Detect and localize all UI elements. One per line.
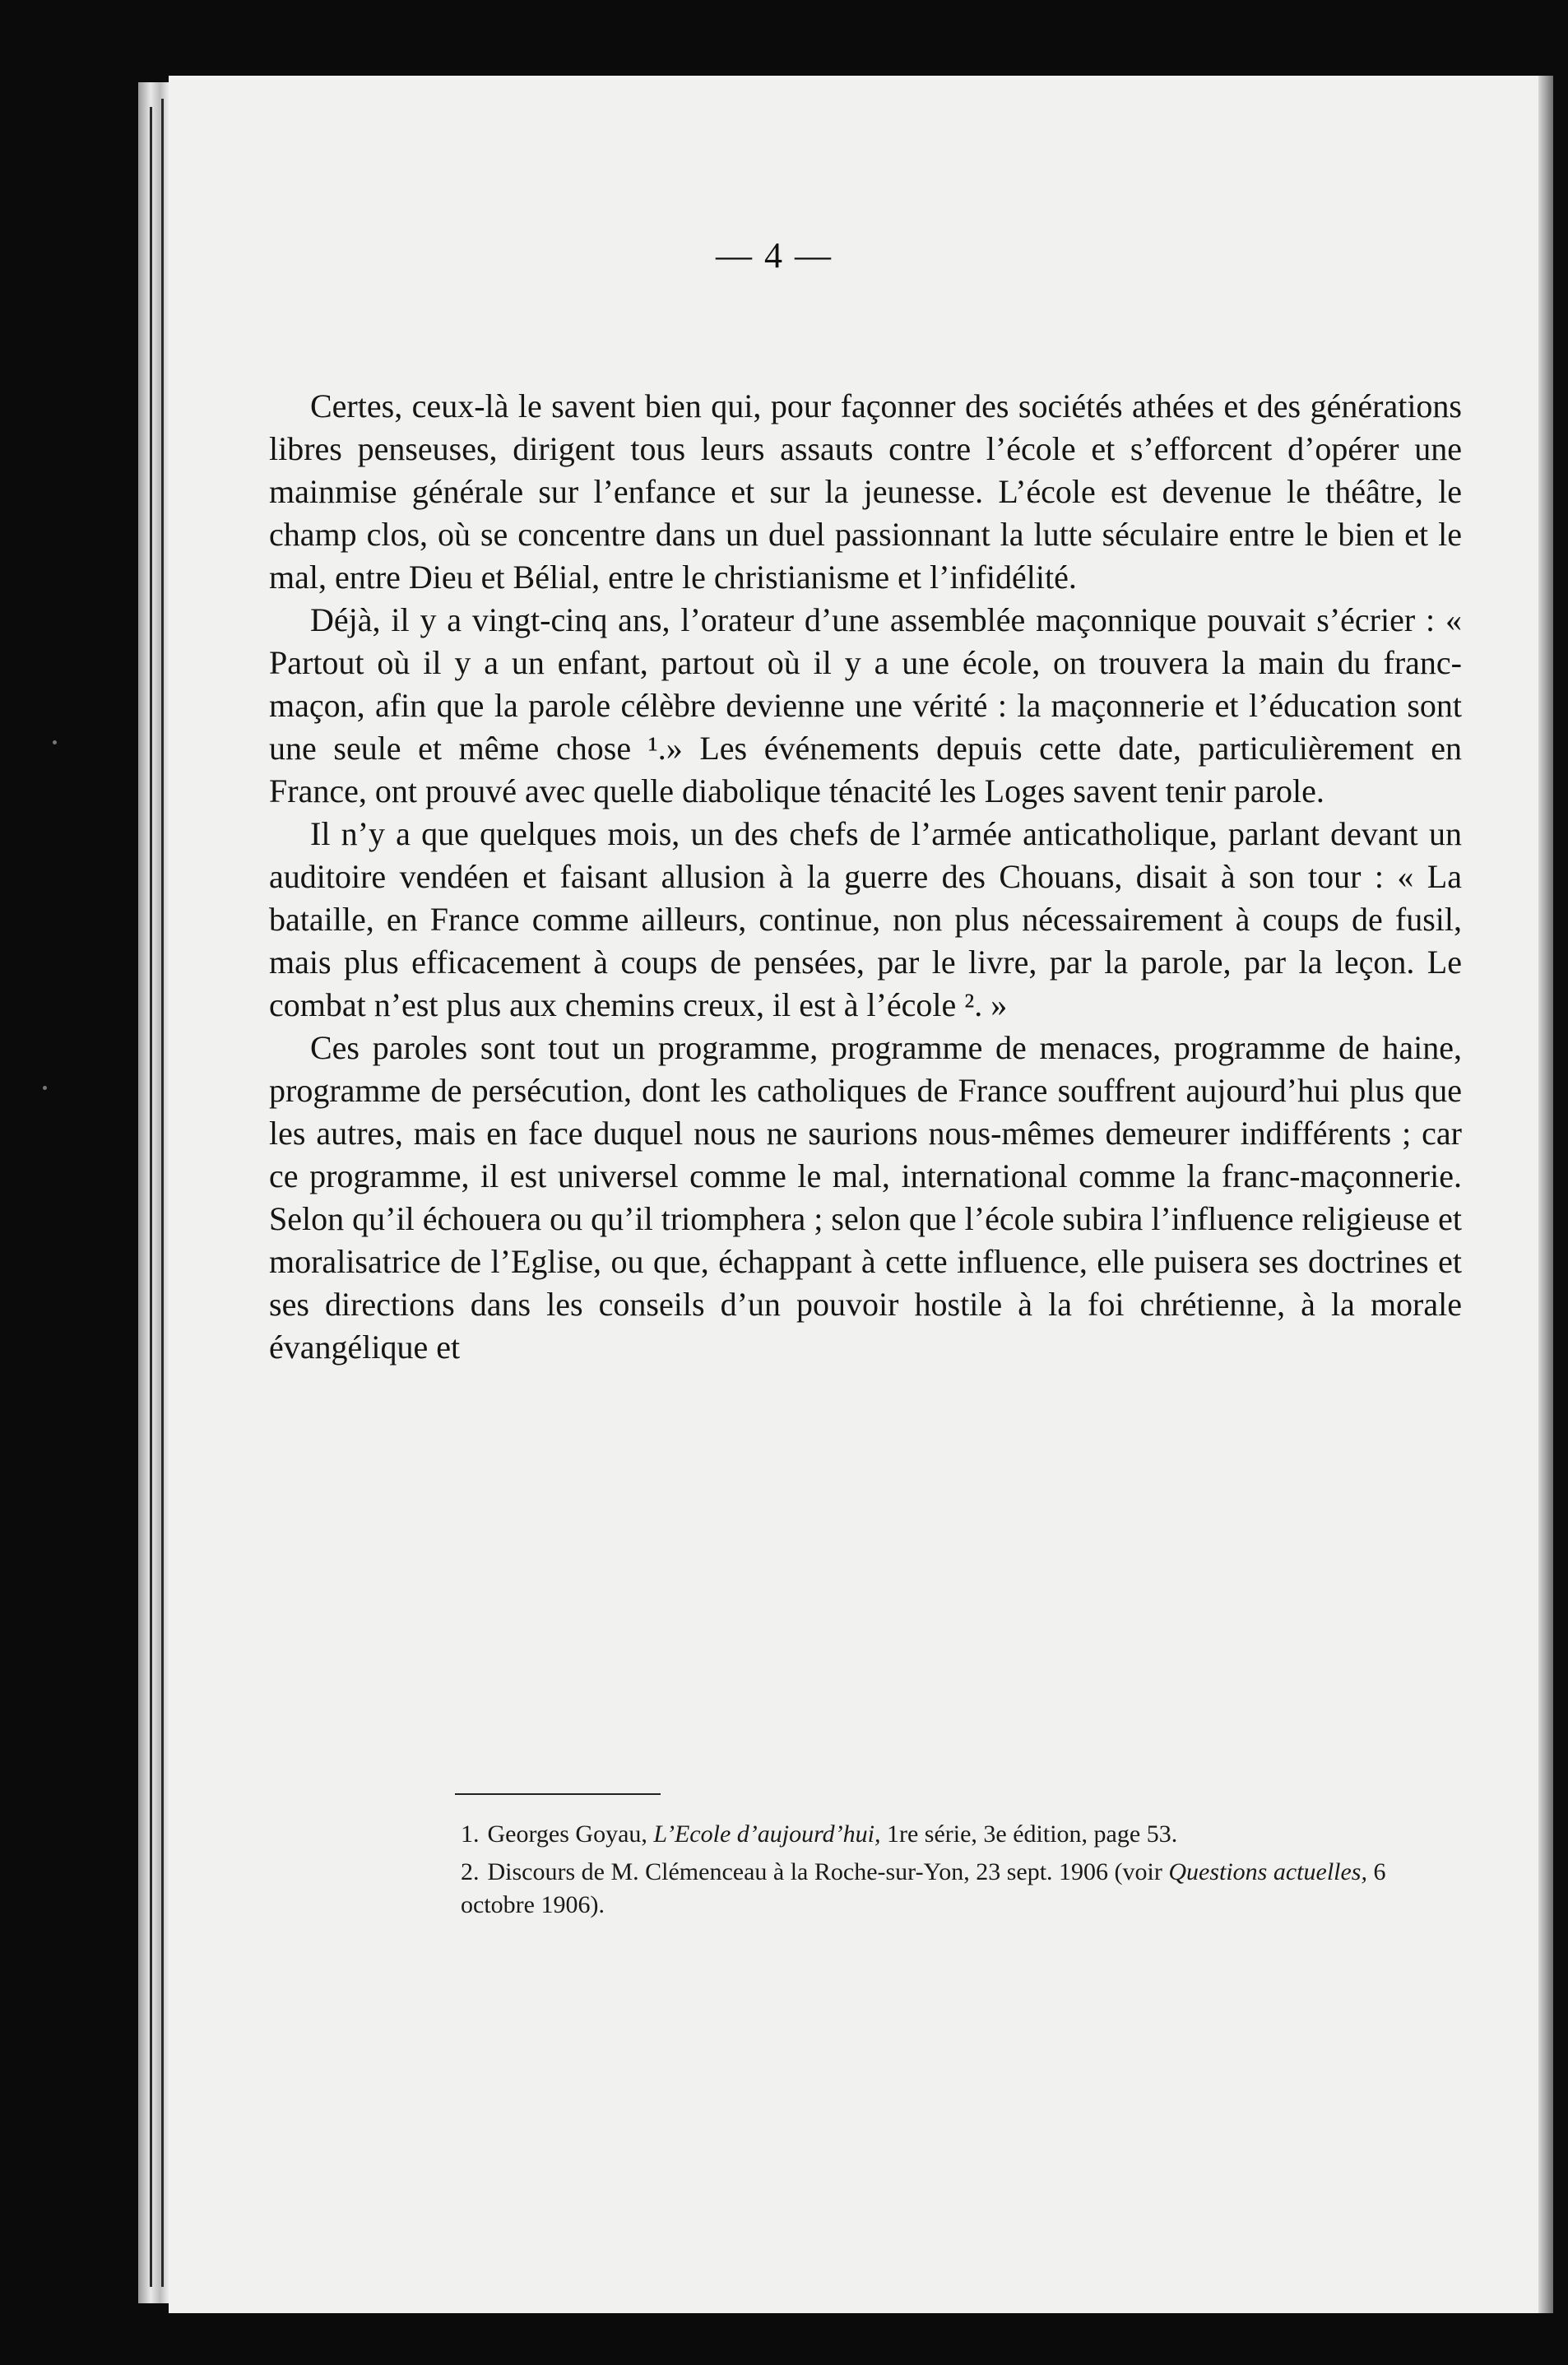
page-binding-edge (138, 82, 169, 2303)
footnote-number: 2. (461, 1858, 480, 1885)
footnotes (461, 1818, 1456, 1927)
binding-line (150, 107, 152, 2287)
page-right-edge (1538, 76, 1553, 2313)
body-text (269, 385, 1462, 1369)
paragraph: Certes, ceux-là le savent bien qui, pour façonner des sociétés athées et des générations libres penseuses, dirigent tous leurs assauts contre l’école et s’efforcent d’opérer une mainmise générale sur l’enfance et sur la jeunesse. L’école est devenue le théâtre, le champ clos, où se concentre dans un duel passionnant la lutte séculaire entre le bien et le mal, entre Dieu et Bélial, entre le christianisme et l’infidélité. (269, 387, 1462, 596)
footnote-title: Questions actuelles, (1168, 1858, 1367, 1885)
footnote (461, 1856, 1456, 1922)
footnote-number: 1. (461, 1820, 480, 1848)
paragraph: Déjà, il y a vingt-cinq ans, l’orateur d’une assemblée maçonnique pouvait s’écrier : « Partout où il y a un enfant, partout où il y a une école, on trouvera la main du franc-maçon, afin que la parole célèbre devienne une vérité : la maçonnerie et l’éducation sont une seule et même chose ¹.» Les événements depuis cette date, particulièrement en France, ont prouvé avec quelle diabolique ténacité les Loges savent tenir parole. (269, 601, 1462, 809)
footnote-text: Georges Goyau, (487, 1820, 654, 1848)
footnote-text: 6 octobre 1906). (461, 1858, 1386, 1918)
scan-speck (43, 1086, 47, 1090)
footnote-text: 1re série, 3e édition, page 53. (880, 1820, 1178, 1848)
footnote-divider (455, 1793, 661, 1795)
paragraph: Ces paroles sont tout un programme, programme de menaces, programme de haine, programme de persécution, dont les catholiques de France souffrent aujourd’hui plus que les autres, mais en face duquel nous ne saurions nous-mêmes demeurer indifférents ; car ce programme, il est universel comme le mal, international comme la franc-maçonnerie. Selon qu’il échouera ou qu’il triomphera ; selon que l’école subira l’influence religieuse et moralisatrice de l’Eglise, ou que, échappant à cette influence, elle puisera ses doctrines et ses directions dans les conseils d’un pouvoir hostile à la foi chrétienne, à la morale évangélique et (269, 1029, 1462, 1366)
binding-line (161, 99, 164, 2287)
scan-speck (53, 740, 57, 744)
footnote-title: L’Ecole d’aujourd’hui, (653, 1820, 881, 1848)
footnote-text: Discours de M. Clémenceau à la Roche-sur-Yon, 23 sept. 1906 (voir (487, 1858, 1169, 1885)
footnote (461, 1818, 1456, 1851)
paragraph: Il n’y a que quelques mois, un des chefs de l’armée anticatholique, parlant devant un auditoire vendéen et faisant allusion à la guerre des Chouans, disait à son tour : « La bataille, en France comme ailleurs, continue, non plus nécessairement à coups de fusil, mais plus efficacement à coups de pensées, par le livre, par la parole, par la leçon. Le combat n’est plus aux chemins creux, il est à l’école ². » (269, 815, 1462, 1023)
page-number: — 4 — (716, 235, 833, 276)
